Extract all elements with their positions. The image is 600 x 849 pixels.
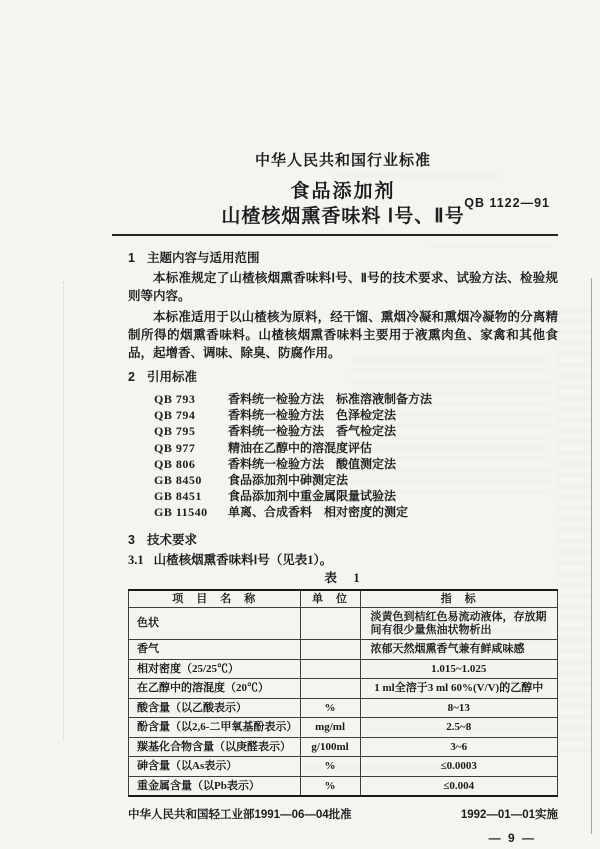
table-cell: 重金属含量（以Pb表示） bbox=[129, 776, 301, 796]
document-title-line2: 山楂核烟熏香味料 Ⅰ号、Ⅱ号 bbox=[221, 206, 465, 227]
reference-name: 香料统一检验方法 色泽检定法 bbox=[228, 408, 397, 423]
bleedthrough-artifact bbox=[556, 300, 590, 760]
table-cell: 香气 bbox=[129, 640, 301, 660]
reference-code: QB 793 bbox=[154, 392, 196, 406]
reference-name: 食品添加剂中重金属限量试验法 bbox=[228, 489, 397, 504]
reference-name: 单离、合成香料 相对密度的测定 bbox=[228, 505, 409, 520]
standard-code: QB 1122—91 bbox=[464, 196, 550, 210]
table-cell: 酚含量（以2,6-二甲氧基酚表示） bbox=[129, 718, 301, 738]
table-row bbox=[129, 679, 558, 699]
section-number: 2 bbox=[128, 370, 135, 384]
table-row bbox=[129, 737, 558, 757]
clause-text: 山楂核烟熏香味料Ⅰ号（见表1）。 bbox=[153, 552, 333, 567]
standard-type-heading: 中华人民共和国行业标准 bbox=[254, 152, 431, 169]
table-row bbox=[129, 640, 558, 660]
table-cell: 2.5~8 bbox=[360, 718, 557, 738]
table-cell bbox=[300, 640, 360, 660]
scope-paragraph: 本标准规定了山楂核烟熏香味料Ⅰ号、Ⅱ号的技术要求、试验方法、检验规则等内容。 bbox=[128, 271, 558, 303]
document-title-line1: 食品添加剂 bbox=[290, 181, 396, 202]
reference-item bbox=[128, 440, 558, 456]
section-title: 技术要求 bbox=[146, 532, 197, 547]
reference-item bbox=[128, 391, 558, 407]
reference-code: GB 11540 bbox=[154, 505, 208, 520]
table-cell bbox=[300, 608, 360, 640]
table-cell: 浓郁天然烟熏香气兼有鲜咸味感 bbox=[360, 640, 557, 660]
reference-item bbox=[128, 456, 558, 472]
clause-3-1 bbox=[128, 552, 558, 569]
reference-name: 香料统一检验方法 酸值测定法 bbox=[228, 456, 397, 471]
table-header-cell: 项 目 名 称 bbox=[129, 590, 301, 608]
reference-item bbox=[128, 488, 558, 504]
reference-item bbox=[128, 407, 558, 423]
table-row bbox=[129, 718, 558, 738]
section-3-heading bbox=[128, 532, 558, 548]
reference-item bbox=[128, 472, 558, 488]
table-cell: ≤0.004 bbox=[360, 776, 557, 796]
table-cell: mg/ml bbox=[300, 718, 360, 738]
table-cell: % bbox=[300, 757, 360, 777]
section-title: 主题内容与适用范围 bbox=[146, 251, 260, 265]
table-cell: 砷含量（以As表示） bbox=[129, 757, 301, 777]
table-cell: 1.015~1.025 bbox=[360, 659, 557, 679]
reference-list bbox=[128, 391, 558, 521]
table1 bbox=[128, 589, 558, 798]
clause-number: 3.1 bbox=[128, 552, 144, 567]
table-header-row bbox=[129, 590, 558, 608]
table-cell: 8~13 bbox=[360, 698, 557, 718]
table-cell: 羰基化合物含量（以庚醛表示） bbox=[129, 737, 301, 757]
page-edge-right bbox=[591, 278, 592, 834]
section-number: 3 bbox=[128, 532, 135, 547]
reference-item bbox=[128, 423, 558, 439]
table-header-cell: 单 位 bbox=[300, 590, 360, 608]
table-cell: 淡黄色到桔红色易流动液体，存放期间有很少量焦油状物析出 bbox=[360, 608, 557, 640]
table-cell: 酸含量（以乙酸表示） bbox=[129, 698, 301, 718]
table-header-cell: 指 标 bbox=[360, 590, 557, 608]
reference-code: GB 8450 bbox=[154, 473, 202, 488]
table-cell bbox=[300, 679, 360, 699]
table-cell: ≤0.0003 bbox=[360, 757, 557, 777]
section-number: 1 bbox=[128, 251, 135, 265]
table-cell: % bbox=[300, 776, 360, 796]
footer-implementation: 1992—01—01实施 bbox=[460, 809, 558, 822]
table-row bbox=[129, 698, 558, 718]
table-cell bbox=[300, 659, 360, 679]
reference-code: QB 977 bbox=[154, 440, 196, 455]
page-edge-left bbox=[63, 282, 64, 740]
page-number: — 9 — bbox=[488, 831, 536, 846]
section-2-heading bbox=[128, 369, 558, 385]
table-row bbox=[129, 659, 558, 679]
reference-name: 香料统一检验方法 香气检定法 bbox=[228, 424, 397, 439]
table-cell: 色状 bbox=[129, 608, 301, 640]
reference-code: QB 806 bbox=[154, 456, 196, 471]
reference-name: 食品添加剂中砷测定法 bbox=[228, 473, 349, 488]
table-cell: g/100ml bbox=[300, 737, 360, 757]
table-cell: 3~6 bbox=[360, 737, 557, 757]
table-row bbox=[129, 757, 558, 777]
section-1-heading bbox=[128, 250, 558, 266]
table-cell: 在乙醇中的溶混度（20℃） bbox=[129, 679, 301, 699]
document-content bbox=[128, 146, 558, 845]
reference-code: QB 794 bbox=[154, 408, 196, 423]
reference-code: GB 8451 bbox=[154, 489, 202, 504]
reference-code: QB 795 bbox=[154, 424, 196, 439]
table-cell: 1 ml全溶于3 ml 60%(V/V)的乙醇中 bbox=[360, 679, 557, 699]
table-row bbox=[129, 608, 558, 640]
reference-name: 精油在乙醇中的溶混度评估 bbox=[228, 440, 373, 455]
footer bbox=[128, 806, 558, 822]
table1-caption: 表 1 bbox=[324, 570, 362, 585]
table-cell: 相对密度（25/25℃） bbox=[129, 659, 301, 679]
scope-paragraph: 本标准适用于以山楂核为原料，经干馏、熏烟冷凝和熏烟冷凝物的分离精制所得的烟熏香味料。山楂核烟熏香味料主要用于液熏肉鱼、家禽和其他食品，起增香、调味、除臭、防腐作用。 bbox=[128, 310, 558, 360]
footer-approval: 中华人民共和国轻工业部1991—06—04批准 bbox=[128, 809, 352, 822]
reference-name: 香料统一检验方法 标准溶液制备方法 bbox=[228, 392, 433, 406]
table-cell: % bbox=[300, 698, 360, 718]
section-title: 引用标准 bbox=[146, 370, 197, 384]
header-rule-divider bbox=[112, 234, 558, 236]
table-row bbox=[129, 776, 558, 796]
reference-item bbox=[128, 504, 558, 520]
